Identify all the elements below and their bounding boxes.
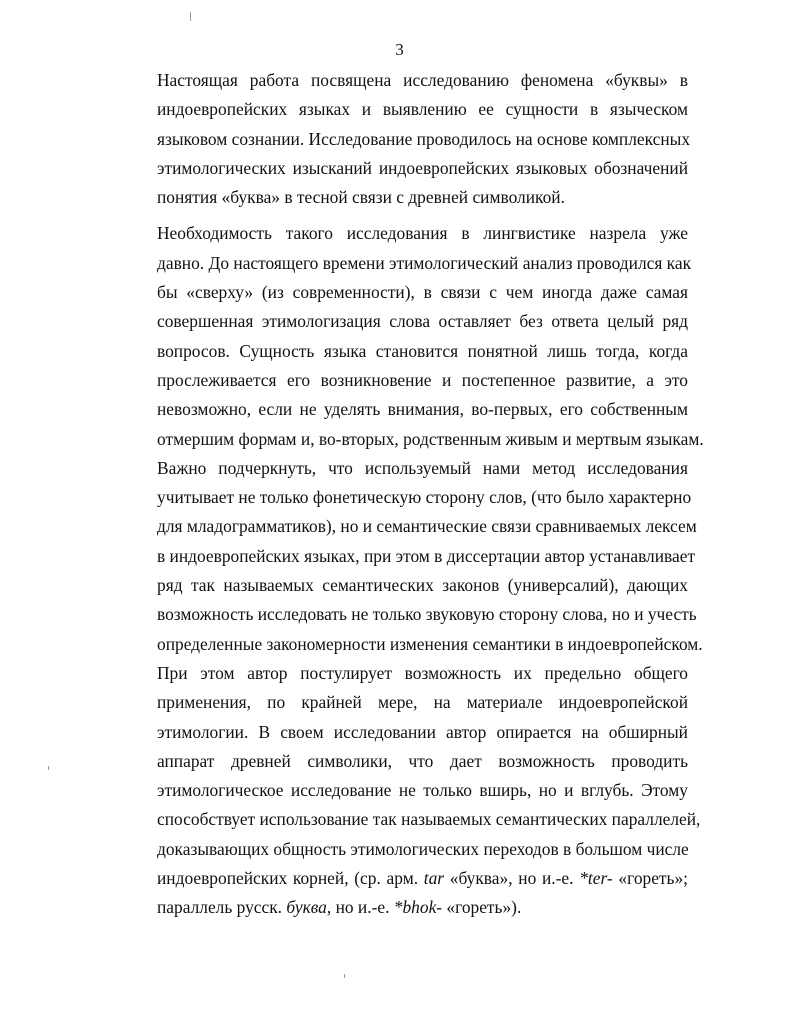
text-line: [133, 154, 688, 183]
text-segment: параллель русск.: [157, 897, 287, 918]
text-segment: доказывающих общность этимологических переходов в большом числе: [157, 838, 689, 859]
text-segment: давно. До настоящего времени этимологический анализ проводился как: [157, 252, 692, 273]
text-line: [133, 249, 692, 278]
text-line: [133, 776, 688, 805]
text-line: [133, 747, 688, 776]
paragraph: [133, 66, 691, 212]
text-line: [133, 219, 688, 248]
text-segment: совершенная этимологизация слова оставляет без ответа целый ряд: [157, 311, 688, 332]
text-line: [133, 425, 704, 454]
text-line: [133, 95, 688, 124]
text-line: [133, 337, 688, 366]
text-segment: вопросов. Сущность языка становится понятной лишь тогда, когда: [157, 340, 688, 361]
text-segment: прослеживается его возникновение и постепенное развитие, а это: [157, 369, 688, 390]
text-segment: понятия «буква» в тесной связи с древней символикой.: [157, 187, 565, 208]
text-segment: для младограмматиков), но и семантические связи сравниваемых лексем: [157, 516, 697, 537]
text-line: [133, 483, 692, 512]
paragraph: [133, 219, 704, 922]
text-line: [133, 66, 688, 95]
text-segment: При этом автор постулирует возможность их предельно общего: [157, 662, 688, 683]
text-segment: Важно подчеркнуть, что используемый нами метод исследования: [157, 457, 688, 478]
text-segment: отмершим формам и, во-вторых, родственным живым и мертвым языкам.: [157, 428, 704, 449]
text-line: [133, 688, 688, 717]
italic-term: *bhok-: [393, 897, 443, 918]
text-segment: ряд так называемых семантических законов (универсалий), дающих: [157, 575, 688, 596]
text-segment: способствует использование так называемых семантических параллелей,: [157, 809, 701, 830]
text-line: [133, 864, 688, 893]
text-line: [133, 512, 697, 541]
text-segment: этимологии. В своем исследовании автор опирается на обширный: [157, 721, 688, 742]
text-segment: языковом сознании. Исследование проводилось на основе комплексных: [157, 128, 691, 149]
text-line: [133, 571, 688, 600]
text-line: [133, 835, 688, 864]
italic-term: tar: [423, 868, 445, 889]
text-line: [133, 600, 697, 629]
text-segment: этимологическое исследование не только вширь, но и вглубь. Этому: [157, 780, 688, 801]
text-line: [133, 454, 688, 483]
text-line: [133, 805, 701, 834]
text-segment: применения, по крайней мере, на материале индоевропейской: [157, 692, 688, 713]
text-line: [133, 542, 696, 571]
scan-speck: [48, 766, 49, 770]
text-segment: определенные закономерности изменения семантики в индоевропейском.: [157, 633, 703, 654]
text-segment: учитывает не только фонетическую сторону слов, (что было характерно: [157, 487, 692, 508]
text-segment: «гореть»;: [612, 868, 688, 889]
text-line: [133, 659, 688, 688]
text-segment: индоевропейских корней, (ср. арм.: [157, 868, 424, 889]
text-segment: Настоящая работа посвящена исследованию феномена «буквы» в: [157, 70, 688, 90]
text-segment: индоевропейских языках и выявлению ее сущности в языческом: [157, 99, 688, 120]
text-line: [133, 278, 688, 307]
text-segment: этимологических изысканий индоевропейских языковых обозначений: [157, 157, 688, 178]
scan-speck: [190, 12, 191, 21]
text-segment: бы «сверху» (из современности), в связи с чем иногда даже самая: [157, 282, 688, 303]
italic-term: буква: [286, 897, 327, 918]
text-line: [133, 893, 688, 922]
text-line: [133, 366, 688, 395]
text-line: [133, 718, 688, 747]
text-segment: возможность исследовать не только звуковую сторону слова, но и учесть: [157, 604, 697, 625]
text-line: [133, 125, 691, 154]
body-text: [133, 66, 704, 930]
page-number: 3: [395, 40, 404, 59]
text-segment: в индоевропейских языках, при этом в диссертации автор устанавливает: [157, 545, 696, 566]
italic-term: *ter-: [579, 868, 613, 889]
text-segment: аппарат древней символики, что дает возможность проводить: [157, 750, 688, 771]
text-segment: невозможно, если не уделять внимания, во-первых, его собственным: [157, 399, 688, 420]
text-segment: «буква», но и.-е.: [444, 868, 580, 889]
text-line: [133, 183, 688, 212]
text-line: [133, 630, 703, 659]
text-segment: Необходимость такого исследования в лингвистике назрела уже: [157, 223, 688, 244]
text-line: [133, 395, 688, 424]
scan-speck: [344, 974, 345, 978]
text-line: [133, 307, 688, 336]
text-segment: , но и.-е.: [326, 897, 394, 918]
text-segment: «гореть»).: [442, 897, 522, 918]
